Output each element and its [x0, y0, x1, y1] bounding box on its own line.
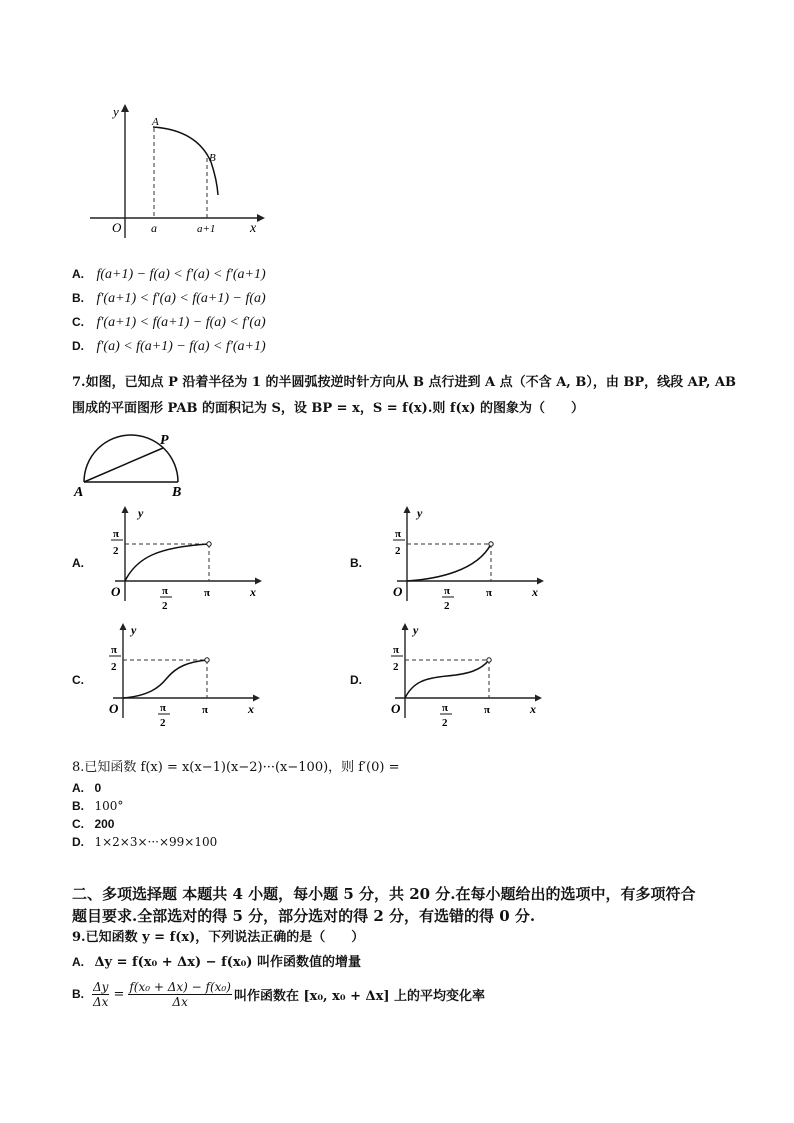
- q6-option-d-letter: D.: [72, 339, 84, 353]
- segment-AP: [84, 448, 163, 482]
- q9-option-a-letter: A.: [72, 955, 84, 969]
- tick-2-x: 2: [162, 600, 168, 612]
- origin: O: [109, 701, 119, 716]
- y-label: y: [413, 623, 419, 637]
- q6-option-d: [72, 337, 266, 356]
- y-axis-arrow: [120, 623, 127, 630]
- tick-pi-x1: π: [160, 702, 167, 714]
- frac-denominator: Δx: [172, 994, 188, 1009]
- q9-option-a-text: Δy = f(x₀ + Δx) − f(x₀) 叫作函数值的增量: [94, 955, 361, 970]
- label-B: B: [209, 152, 216, 164]
- section2-line1: 二、多项选择题 本题共 4 小题，每小题 5 分，共 20 分.在每小题给出的选项中，有多项符合: [72, 885, 696, 903]
- curve: [405, 660, 489, 698]
- tick-pi-y: π: [393, 644, 400, 656]
- tick-pi-x1: π: [162, 585, 169, 597]
- q9-option-b: [72, 976, 485, 1012]
- tick-pi-x: π: [486, 587, 493, 599]
- endpoint: [207, 542, 211, 546]
- endpoint: [487, 658, 491, 662]
- q8-option-d-text: 1×2×3×···×99×100: [94, 835, 218, 849]
- q8-option-d: [72, 833, 217, 851]
- curve: [407, 544, 491, 581]
- q6-option-b-letter: B.: [72, 291, 84, 305]
- frac-denominator: Δx: [93, 994, 109, 1009]
- figure-function-arc: [85, 100, 270, 240]
- q8-option-a-letter: A.: [72, 781, 84, 795]
- q8-stem: 8.已知函数 f(x) = x(x−1)(x−2)···(x−100)，则 f′(0) =: [72, 760, 400, 775]
- tick-2-y: 2: [393, 661, 399, 673]
- y-axis-arrow: [402, 623, 409, 630]
- label-y: y: [113, 104, 119, 119]
- q6-option-a-letter: A.: [72, 267, 84, 281]
- q6-option-c: [72, 313, 266, 332]
- q6-option-d-expr: f′(a) < f(a+1) − f(a) < f′(a+1): [96, 339, 266, 354]
- x-axis-arrow: [537, 578, 544, 585]
- tick-pi-y: π: [111, 644, 118, 656]
- y-label: y: [131, 623, 137, 637]
- label-a: a: [151, 221, 157, 235]
- x-label: x: [250, 585, 256, 599]
- origin: O: [391, 701, 401, 716]
- x-axis-arrow: [253, 695, 260, 702]
- q9-stem: 9.已知函数 y = f(x)，下列说法正确的是（ ）: [72, 930, 365, 945]
- y-axis-arrow: [122, 506, 129, 513]
- q7-graph-c: [93, 622, 263, 732]
- endpoint: [489, 542, 493, 546]
- tick-2-y: 2: [111, 661, 117, 673]
- tick-pi-x1: π: [442, 702, 449, 714]
- q7-stem-line1: 7.如图，已知点 P 沿着半径为 1 的半圆弧按逆时针方向从 B 点行进到 A 点（不含 A, B），由 BP，线段 AP, AB: [72, 375, 736, 390]
- label-origin: O: [112, 220, 122, 235]
- tick-pi-y: π: [395, 528, 402, 540]
- origin: O: [393, 584, 403, 599]
- equals-sign: =: [113, 986, 125, 1002]
- label-A: A: [152, 116, 159, 128]
- label-P: P: [160, 433, 169, 448]
- x-label: x: [532, 585, 538, 599]
- y-label: y: [417, 506, 423, 520]
- q8-option-c: [72, 815, 114, 833]
- tick-pi-x: π: [204, 587, 211, 599]
- q7-option-c-label: C.: [72, 673, 84, 687]
- y-axis-arrow: [121, 104, 129, 112]
- q6-option-a-expr: f(a+1) − f(a) < f′(a) < f′(a+1): [96, 267, 266, 282]
- x-axis-arrow: [255, 578, 262, 585]
- q7-graph-a: [95, 505, 265, 615]
- section2-line2: 题目要求.全部选对的得 5 分，部分选对的得 2 分，有选错的得 0 分.: [72, 907, 536, 925]
- tick-pi-y: π: [113, 528, 120, 540]
- q8-option-b-letter: B.: [72, 799, 84, 813]
- q7-option-b-label: B.: [350, 556, 362, 570]
- q9-option-b-frac-left: [92, 980, 109, 1009]
- curve: [123, 660, 207, 698]
- tick-pi-x: π: [202, 704, 209, 716]
- x-label: x: [530, 702, 536, 716]
- q8-option-c-text: 200: [94, 817, 115, 831]
- x-axis-arrow: [257, 214, 265, 222]
- frac-numerator: f(x₀ + Δx) − f(x₀): [129, 979, 231, 994]
- figure-semicircle: [72, 432, 197, 500]
- tick-2-y: 2: [395, 545, 401, 557]
- tick-pi-x: π: [484, 704, 491, 716]
- q6-option-b: [72, 289, 266, 308]
- q7-option-a-label: A.: [72, 556, 84, 570]
- q7-graph-d: [375, 622, 545, 732]
- q8-option-a-text: 0: [94, 781, 102, 795]
- x-label: x: [248, 702, 254, 716]
- q7-graph-b: [377, 505, 547, 615]
- q6-option-c-letter: C.: [72, 315, 84, 329]
- q9-option-b-tail: 叫作函数在 [x₀, x₀ + Δx] 上的平均变化率: [233, 988, 486, 1004]
- label-B: B: [172, 485, 182, 500]
- q8-option-b-text: 100°: [94, 799, 124, 813]
- tick-2-x: 2: [160, 717, 166, 729]
- q8-option-c-letter: C.: [72, 817, 84, 831]
- tick-2-x: 2: [444, 600, 450, 612]
- y-axis-arrow: [404, 506, 411, 513]
- q7-stem-line2: 围成的平面图形 PAB 的面积记为 S，设 BP = x，S = f(x).则 f(x) 的图象为（ ）: [72, 401, 585, 416]
- q8-option-a: [72, 779, 101, 797]
- q9-option-a: [72, 953, 361, 972]
- tick-pi-x1: π: [444, 585, 451, 597]
- endpoint: [205, 658, 209, 662]
- tick-2-x: 2: [442, 717, 448, 729]
- y-label: y: [138, 506, 144, 520]
- label-x: x: [250, 221, 257, 236]
- label-a1: a+1: [197, 223, 216, 235]
- q8-option-d-letter: D.: [72, 835, 84, 849]
- origin: O: [111, 584, 121, 599]
- x-axis-arrow: [535, 695, 542, 702]
- q9-option-b-frac-right: [128, 980, 232, 1009]
- q6-option-a: [72, 265, 266, 284]
- frac-numerator: Δy: [93, 979, 109, 994]
- curve: [125, 544, 209, 581]
- q9-option-b-letter: B.: [72, 987, 84, 1001]
- label-A: A: [74, 485, 84, 500]
- tick-2-y: 2: [113, 545, 119, 557]
- q6-option-b-expr: f′(a+1) < f′(a) < f(a+1) − f(a): [96, 291, 266, 306]
- q8-option-b: [72, 797, 123, 815]
- q7-option-d-label: D.: [350, 673, 362, 687]
- q6-option-c-expr: f′(a+1) < f(a+1) − f(a) < f′(a): [96, 315, 266, 330]
